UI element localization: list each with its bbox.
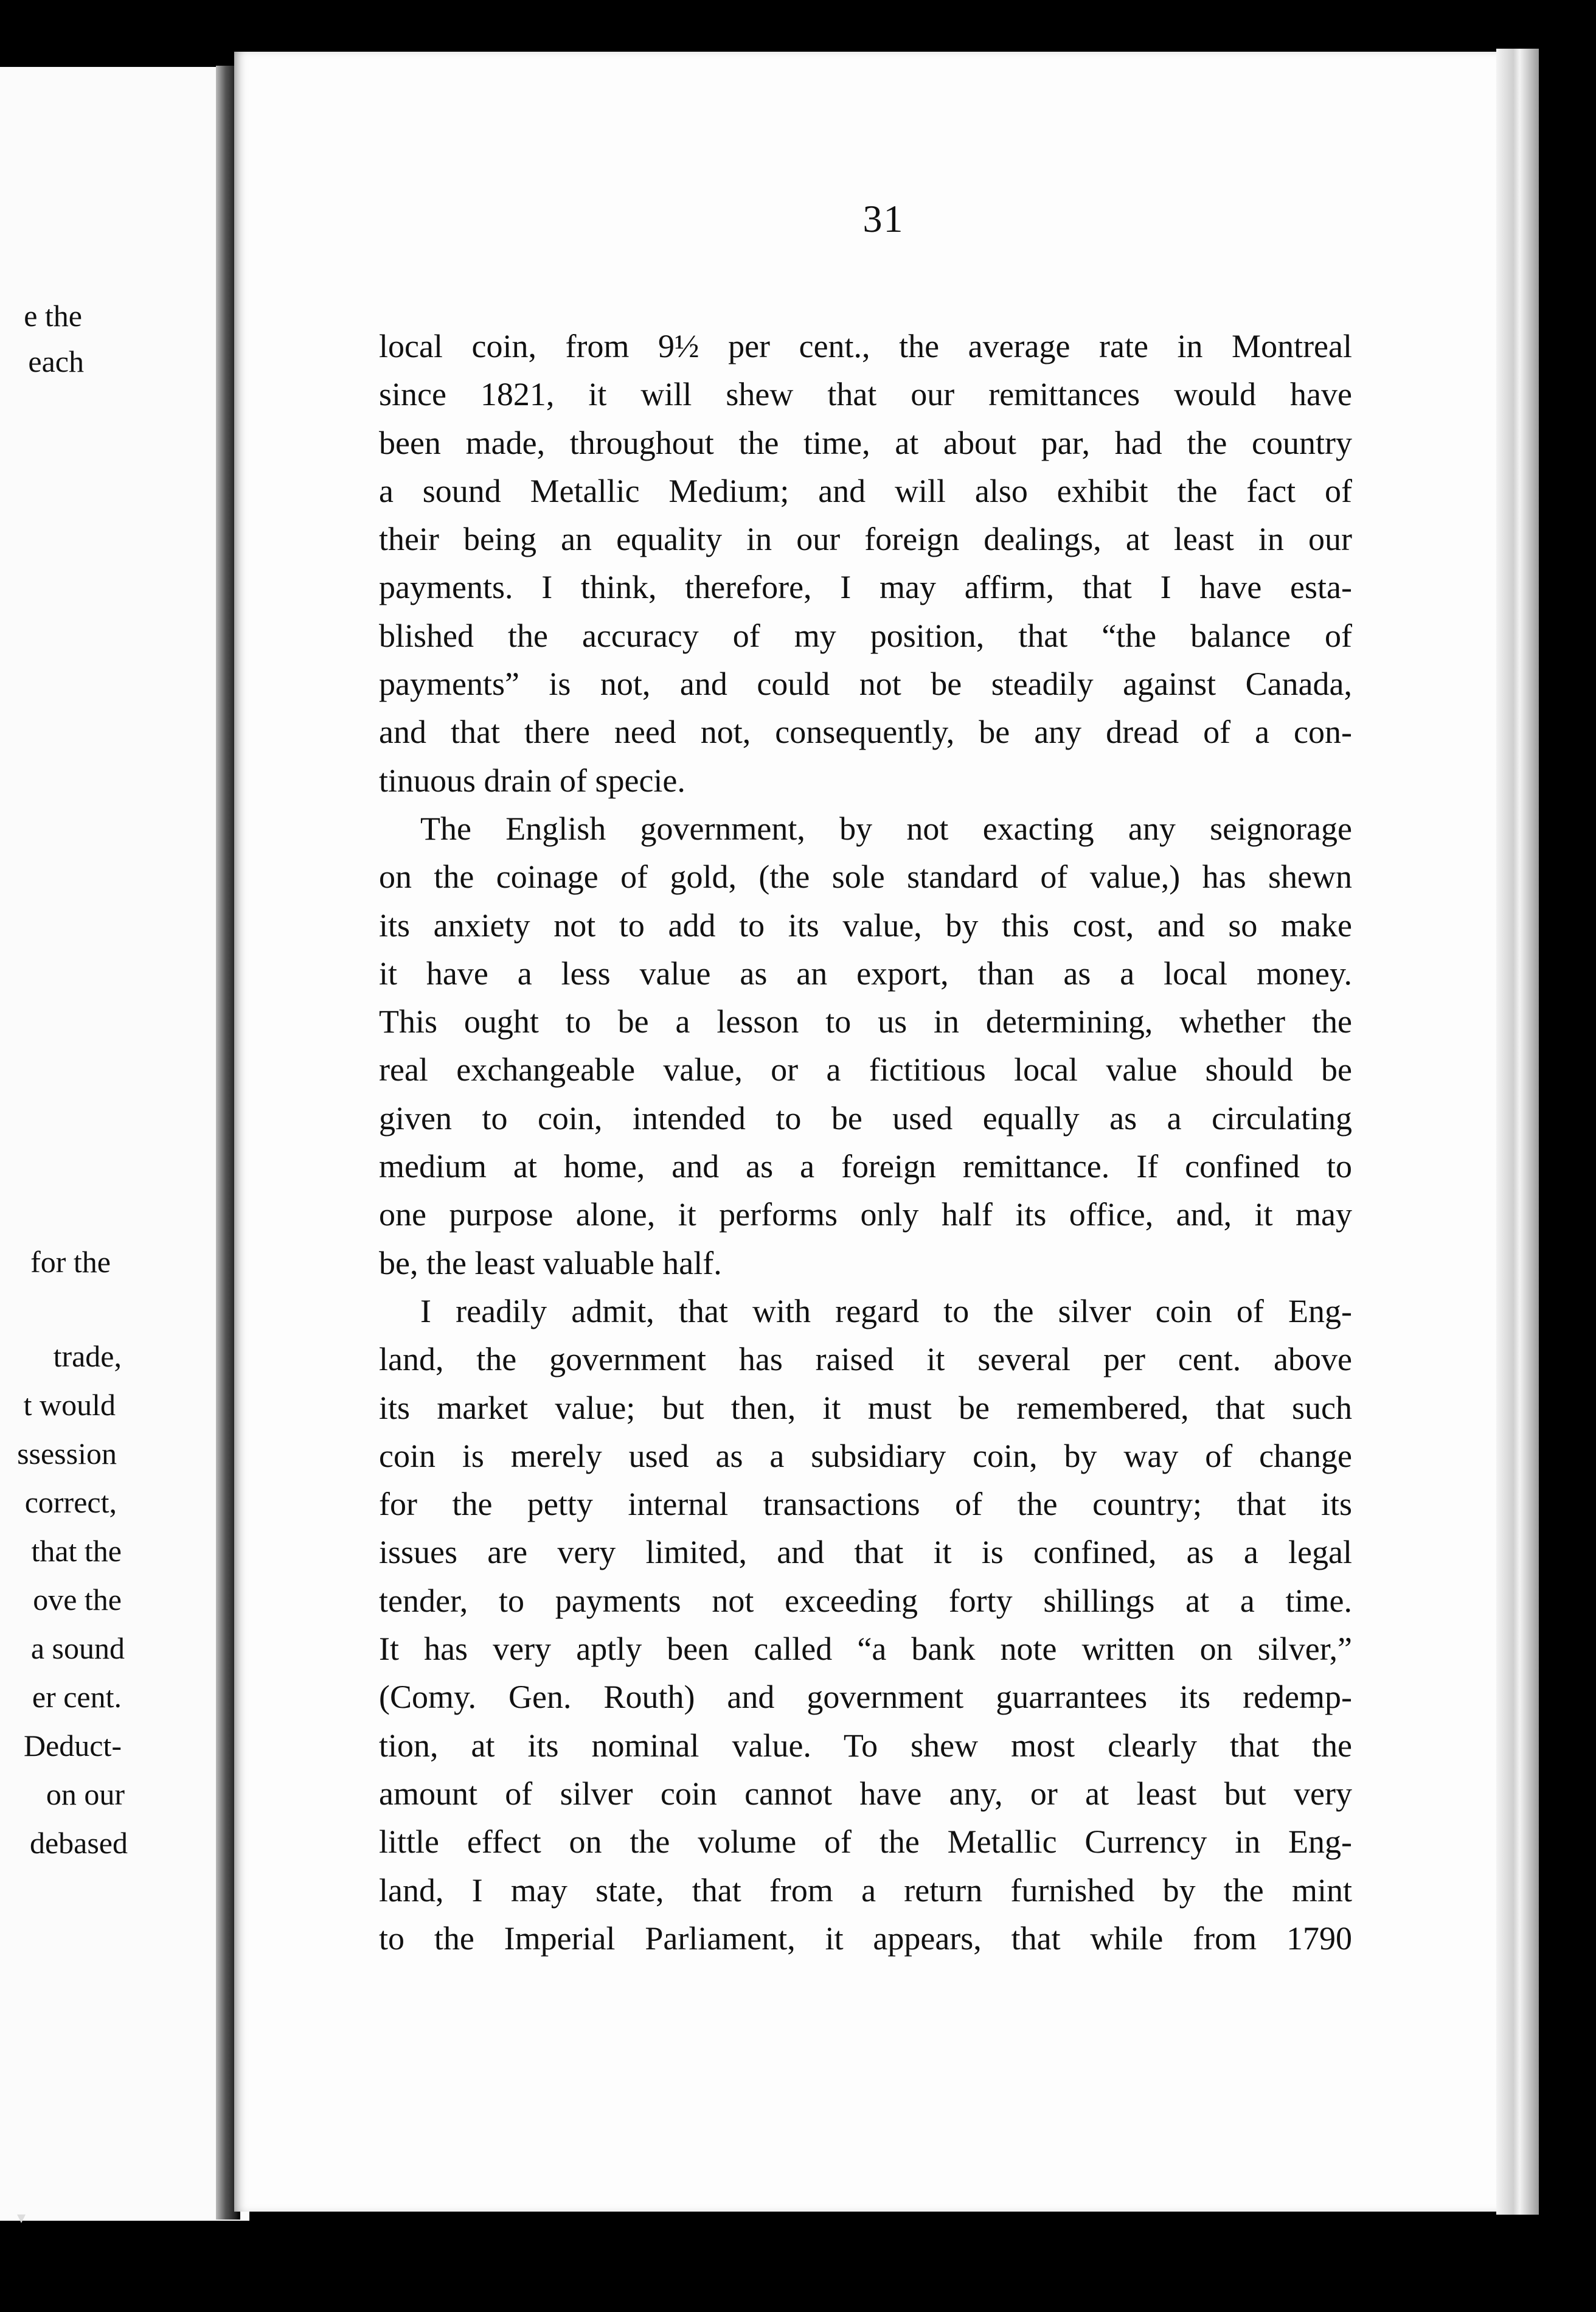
text-line: issues are very limited, and that it is confined, as a legal <box>379 1534 1352 1571</box>
text-line: payments” is not, and could not be steadily against Canada, <box>379 666 1352 703</box>
main-page <box>234 52 1533 2212</box>
text-line: their being an equality in our foreign dealings, at least in our <box>379 521 1352 558</box>
text-line: The English government, by not exacting any seignorage <box>420 810 1352 847</box>
left-fragment: ove the <box>33 1583 122 1617</box>
text-line: coin is merely used as a subsidiary coin, by way of change <box>379 1437 1352 1474</box>
text-line: (Comy. Gen. Routh) and government guarrantees its redemp- <box>379 1679 1352 1716</box>
text-line: its market value; but then, it must be remembered, that such <box>379 1389 1352 1426</box>
text-line: tinuous drain of specie. <box>379 762 685 799</box>
text-line: given to coin, intended to be used equally as a circulating <box>379 1099 1352 1137</box>
text-line: tender, to payments not exceeding forty shillings at a time. <box>379 1582 1352 1619</box>
left-fragment: on our <box>46 1777 125 1811</box>
text-line: This ought to be a lesson to us in determining, whether the <box>379 1003 1352 1040</box>
text-line: its anxiety not to add to its value, by this cost, and so make <box>379 907 1352 944</box>
text-line: a sound Metallic Medium; and will also exhibit the fact of <box>379 472 1352 509</box>
left-fragment: a sound <box>30 1631 125 1665</box>
text-line: on the coinage of gold, (the sole standard of value,) has shewn <box>379 858 1352 896</box>
text-line: little effect on the volume of the Metallic Currency in Eng- <box>379 1823 1352 1861</box>
text-line: it have a less value as an export, than as a local money. <box>379 955 1352 992</box>
text-line: since 1821, it will shew that our remittances would have <box>379 376 1352 413</box>
left-fragment: that the <box>31 1534 122 1568</box>
page-number: 31 <box>862 197 904 240</box>
left-fragment: t would <box>23 1388 116 1422</box>
text-line: real exchangeable value, or a fictitious local value should be <box>379 1051 1352 1088</box>
left-fragment: for the <box>30 1245 111 1279</box>
text-line: blished the accuracy of my position, that “the balance of <box>379 617 1352 654</box>
text-line: be, the least valuable half. <box>379 1244 722 1281</box>
page-edge <box>1496 49 1539 2215</box>
text-line: local coin, from 9½ per cent., the average rate in Montreal <box>379 328 1352 364</box>
text-line: land, I may state, that from a return furnished by the mint <box>379 1872 1352 1909</box>
text-line: I readily admit, that with regard to the silver coin of Eng- <box>420 1292 1352 1329</box>
left-fragment: ssession <box>17 1436 117 1471</box>
left-fragment: debased <box>29 1826 128 1860</box>
text-line: tion, at its nominal value. To shew most clearly that the <box>379 1727 1352 1764</box>
left-fragment: correct, <box>24 1485 117 1519</box>
text-line: medium at home, and as a foreign remittance. If confined to <box>379 1148 1352 1185</box>
text-line: been made, throughout the time, at about par, had the country <box>379 424 1352 461</box>
text-line: to the Imperial Parliament, it appears, that while from 1790 <box>379 1920 1352 1957</box>
text-line: payments. I think, therefore, I may affirm, that I have esta- <box>379 569 1352 606</box>
text-line: one purpose alone, it performs only half its office, and, it may <box>379 1196 1352 1233</box>
left-page-text <box>0 67 249 2221</box>
scan-marker-icon: ▾ <box>17 2207 26 2227</box>
left-fragment: Deduct- <box>23 1729 122 1763</box>
left-fragment: each <box>28 344 84 378</box>
left-fragment: e the <box>24 299 82 333</box>
left-fragment: trade, <box>53 1339 122 1373</box>
left-page <box>0 67 249 2221</box>
text-line: for the petty internal transactions of the country; that its <box>379 1486 1352 1523</box>
text-line: It has very aptly been called “a bank note written on silver,” <box>379 1631 1352 1668</box>
text-line: land, the government has raised it several per cent. above <box>379 1341 1352 1378</box>
text-line: and that there need not, consequently, be any dread of a con- <box>379 714 1352 751</box>
body-text <box>379 322 1352 1963</box>
text-line: amount of silver coin cannot have any, or at least but very <box>379 1775 1352 1812</box>
left-fragment: er cent. <box>32 1680 122 1714</box>
